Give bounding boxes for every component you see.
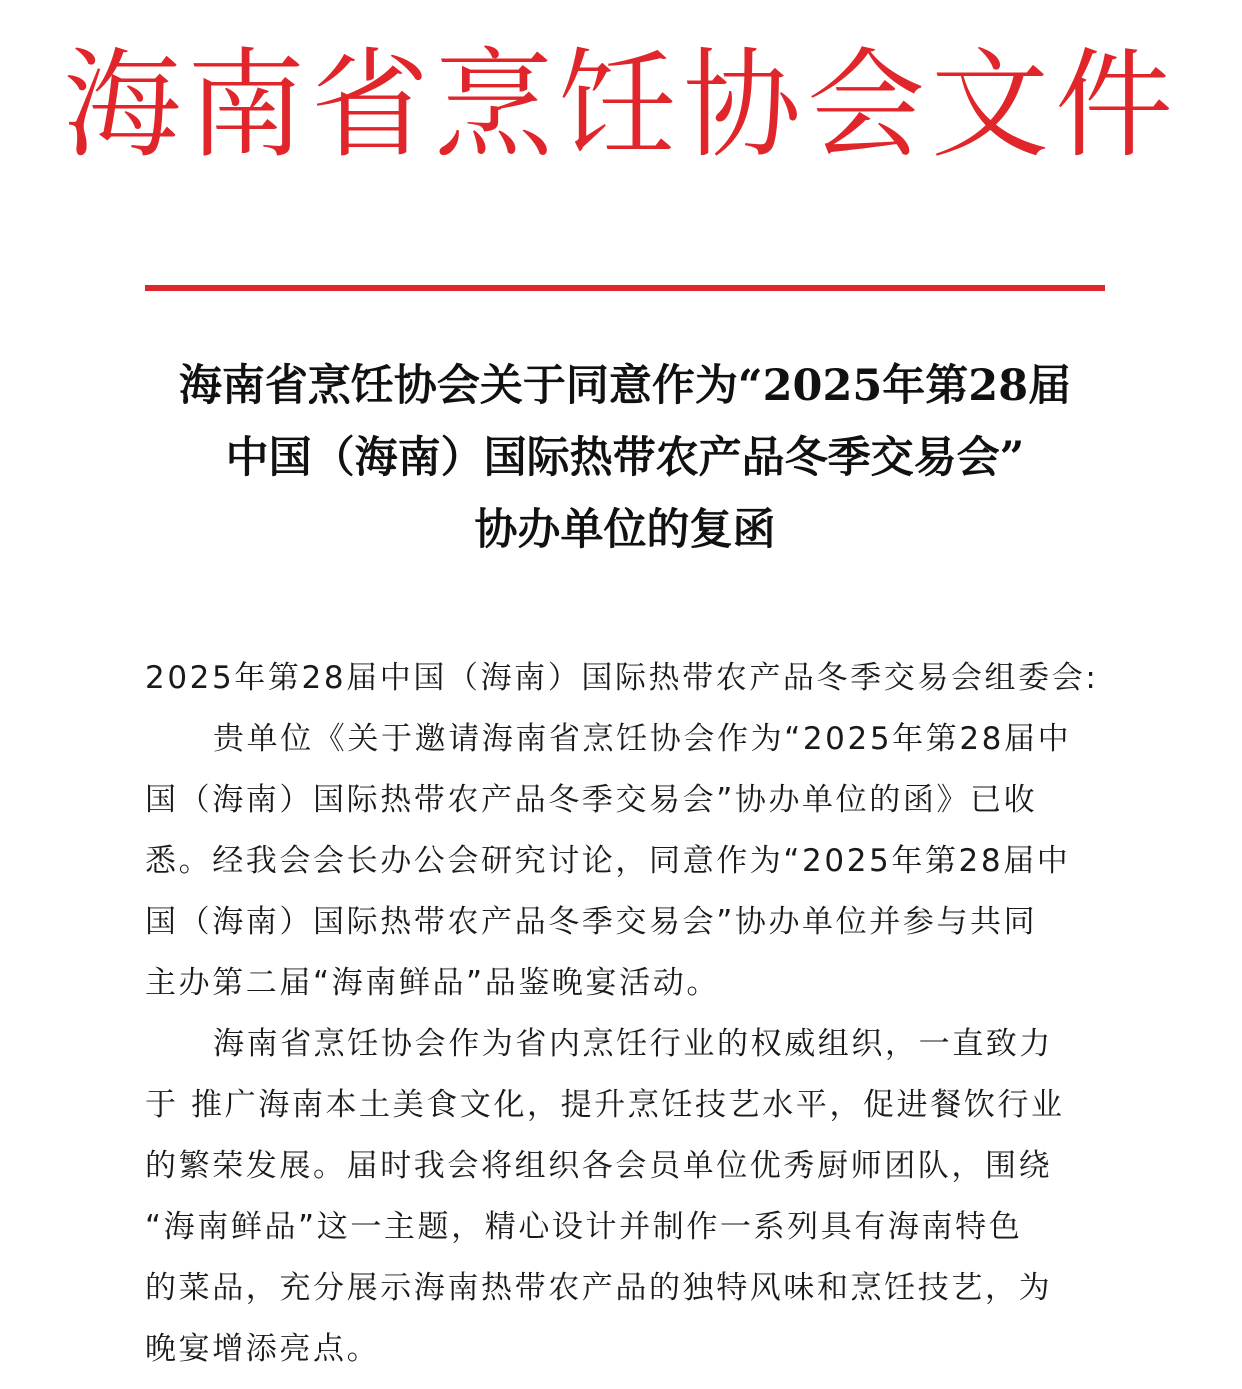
paragraph-line: “海南鲜品”这一主题，精心设计并制作一系列具有海南特色 (145, 1209, 1023, 1245)
paragraph-line: 于 推广海南本土美食文化，提升烹饪技艺水平，促进餐饮行业 (145, 1087, 1065, 1123)
paragraph-line: 国（海南）国际热带农产品冬季交易会”协办单位的函》已收 (145, 782, 1038, 818)
paragraph-line: 的繁荣发展。届时我会将组织各会员单位优秀厨师团队，围绕 (145, 1148, 1053, 1184)
org-header-title: 海南省烹饪协会文件 (62, 36, 1179, 174)
title-line: 协办单位的复函 (474, 505, 776, 555)
paragraph-line: 国（海南）国际热带农产品冬季交易会”协办单位并参与共同 (145, 904, 1038, 940)
document-title (100, 350, 1150, 566)
paragraph-line: 晚宴增添亮点。 (145, 1331, 381, 1367)
red-divider-line (145, 285, 1105, 291)
paragraph-line: 贵单位《关于邀请海南省烹饪协会作为“2025年第28届中 (213, 721, 1072, 757)
salutation: 2025年第28届中国（海南）国际热带农产品冬季交易会组委会: (145, 660, 1099, 696)
title-line: 中国（海南）国际热带农产品冬季交易会” (225, 433, 1025, 483)
paragraph-line: 悉。经我会会长办公会研究讨论，同意作为“2025年第28届中 (145, 843, 1071, 879)
document-body (145, 648, 1110, 1380)
paragraph-line: 海南省烹饪协会作为省内烹饪行业的权威组织，一直致力 (213, 1026, 1053, 1062)
title-line: 海南省烹饪协会关于同意作为“2025年第28届 (178, 361, 1072, 411)
paragraph-line: 主办第二届“海南鲜品”品鉴晚宴活动。 (145, 965, 720, 1001)
paragraph-line: 的菜品，充分展示海南热带农产品的独特风味和烹饪技艺，为 (145, 1270, 1053, 1306)
